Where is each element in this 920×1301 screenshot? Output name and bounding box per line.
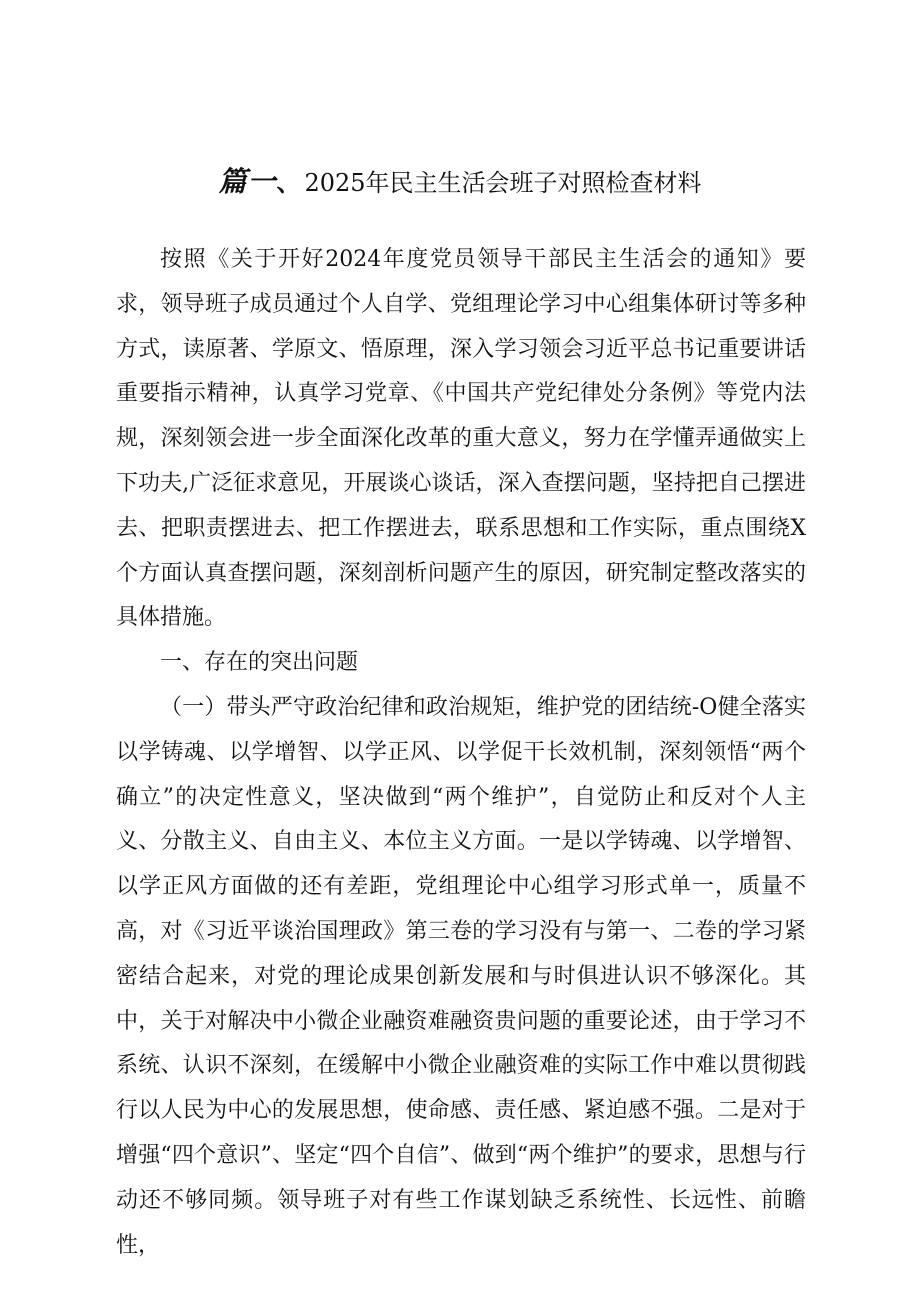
section-heading: 一、存在的突出问题 [160, 650, 359, 676]
title-lead: 篇一 [218, 165, 277, 199]
title-main: 2025年民主生活会班子对照检查材料 [304, 169, 702, 198]
section-paragraph: （一）带头严守政治纪律和政治规矩，维护党的团结统-O健全落实以学铸魂、以学增智、以学正风、以学促干长效机制，深刻领悟“两个确立”的决定性意义，坚决做到“两个维护”，自觉防止和反对个人主义、分散主义、自由主义、本位主义方面。一是以学铸魂、以学增智、以学正风方面做的还有差距，党组理论中心组学习形式单一，质量不高，对《习近平谈治国理政》第三卷的学习没有与第一、二卷的学习紧密结合起来，对党的理论成果创新发展和与时俱进认识不够深化。其中，关于对解决中小微企业融资难融资贵问题的重要论述，由于学习不系统、认识不深刻，在缓解中小微企业融资难的实际工作中难以贯彻践行以人民为中心的发展思想，使命感、责任感、紧迫感不强。二是对于增强“四个意识”、坚定“四个自信”、做到“两个维护”的要求，思想与行动还不够同频。领导班子对有些工作谋划缺乏系统性、长远性、前瞻性， [116, 694, 806, 1258]
title-separator: 、 [276, 168, 301, 198]
document-title [0, 162, 920, 203]
document-body [116, 238, 806, 1268]
intro-paragraph: 按照《关于开好2024年度党员领导干部民主生活会的通知》要求，领导班子成员通过个人自学、党组理论学习中心组集体研讨等多种方式，读原著、学原文、悟原理，深入学习领会习近平总书记重要讲话重要指示精神，认真学习党章、《中国共产党纪律处分条例》等党内法规，深刻领会进一步全面深化改革的重大意义，努力在学懂弄通做实上下功夫,广泛征求意见，开展谈心谈话，深入查摆问题，坚持把自己摆进去、把职责摆进去、把工作摆进去，联系思想和工作实际，重点围绕X个方面认真查摆问题，深刻剖析问题产生的原因，研究制定整改落实的具体措施。 [116, 247, 806, 631]
